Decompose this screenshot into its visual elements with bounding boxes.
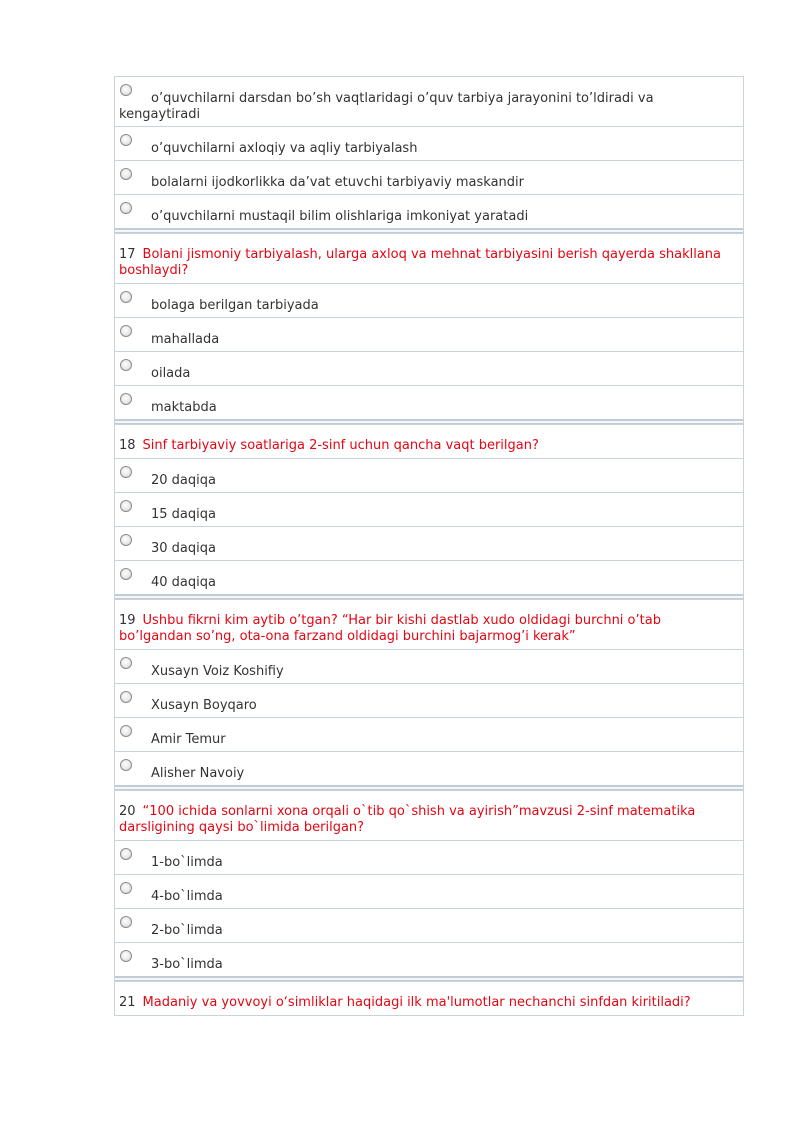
answer-option[interactable]: [115, 717, 743, 751]
radio-button-icon[interactable]: [120, 568, 132, 580]
answer-label: 4-bo`limda: [151, 889, 223, 904]
question-text: [115, 233, 743, 283]
answer-label: 20 daqiqa: [151, 473, 216, 488]
answer-option[interactable]: [115, 77, 743, 126]
radio-button-icon[interactable]: [120, 657, 132, 669]
answer-option[interactable]: [115, 908, 743, 942]
answer-option[interactable]: [115, 385, 743, 419]
answer-option[interactable]: [115, 492, 743, 526]
answer-label: maktabda: [151, 400, 217, 415]
radio-button-icon[interactable]: [120, 393, 132, 405]
answer-option[interactable]: [115, 683, 743, 717]
answer-option[interactable]: [115, 942, 743, 976]
answer-label: bolalarni ijodkorlikka da’vat etuvchi tarbiyaviy maskandir: [151, 175, 524, 190]
answer-option[interactable]: [115, 283, 743, 317]
answer-label: Xusayn Voiz Koshifiy: [151, 664, 284, 679]
answer-option[interactable]: [115, 840, 743, 874]
question-number: 21: [119, 995, 136, 1010]
radio-button-icon[interactable]: [120, 950, 132, 962]
answer-option[interactable]: [115, 351, 743, 385]
answer-option[interactable]: [115, 458, 743, 492]
answer-option[interactable]: [115, 526, 743, 560]
answer-label: oilada: [151, 366, 191, 381]
answer-option[interactable]: [115, 160, 743, 194]
answer-label: o’quvchilarni darsdan bo’sh vaqtlaridagi o’quv tarbiya jarayonini to’ldiradi va kengaytiradi: [119, 91, 654, 122]
answer-label: Xusayn Boyqaro: [151, 698, 257, 713]
answer-option[interactable]: [115, 751, 743, 785]
question-text: [115, 790, 743, 840]
question-text: [115, 599, 743, 649]
answer-option[interactable]: [115, 126, 743, 160]
answer-label: Alisher Navoiy: [151, 766, 245, 781]
question-label: “100 ichida sonlarni xona orqali o`tib qo`shish va ayirish”mavzusi 2-sinf matematika darsligining qaysi bo`limida berilgan?: [119, 804, 696, 835]
question-text: [115, 424, 743, 458]
radio-button-icon[interactable]: [120, 882, 132, 894]
answer-label: 1-bo`limda: [151, 855, 223, 870]
radio-button-icon[interactable]: [120, 500, 132, 512]
question-number: 17: [119, 247, 136, 262]
question-label: Madaniy va yovvoyi o‘simliklar haqidagi ilk ma'lumotlar nechanchi sinfdan kiritiladi?: [142, 995, 691, 1010]
radio-button-icon[interactable]: [120, 848, 132, 860]
answer-label: o’quvchilarni mustaqil bilim olishlariga imkoniyat yaratadi: [151, 209, 529, 224]
radio-button-icon[interactable]: [120, 725, 132, 737]
radio-button-icon[interactable]: [120, 168, 132, 180]
answer-label: o’quvchilarni axloqiy va aqliy tarbiyalash: [151, 141, 418, 156]
question-text: [115, 981, 743, 1015]
question-label: Bolani jismoniy tarbiyalash, ularga axloq va mehnat tarbiyasini berish qayerda shakllana boshlaydi?: [119, 247, 722, 278]
answer-label: 3-bo`limda: [151, 957, 223, 972]
question-label: Ushbu fikrni kim aytib o’tgan? “Har bir kishi dastlab xudo oldidagi burchni o’tab bo’lgandan so’ng, ota-ona farzand oldidagi burchini bajarmog’i kerak”: [119, 613, 661, 644]
answer-label: mahallada: [151, 332, 220, 347]
answer-option[interactable]: [115, 649, 743, 683]
radio-button-icon[interactable]: [120, 202, 132, 214]
question-number: 18: [119, 438, 136, 453]
radio-button-icon[interactable]: [120, 325, 132, 337]
radio-button-icon[interactable]: [120, 916, 132, 928]
radio-button-icon[interactable]: [120, 134, 132, 146]
question-number: 19: [119, 613, 136, 628]
answer-option[interactable]: [115, 317, 743, 351]
radio-button-icon[interactable]: [120, 291, 132, 303]
radio-button-icon[interactable]: [120, 466, 132, 478]
answer-label: 40 daqiqa: [151, 575, 216, 590]
answer-label: 30 daqiqa: [151, 541, 216, 556]
answer-option[interactable]: [115, 874, 743, 908]
radio-button-icon[interactable]: [120, 691, 132, 703]
quiz-page: [114, 76, 744, 1016]
answer-option[interactable]: [115, 560, 743, 594]
answer-label: 15 daqiqa: [151, 507, 216, 522]
answer-label: Amir Temur: [151, 732, 226, 747]
question-number: 20: [119, 804, 136, 819]
answer-label: bolaga berilgan tarbiyada: [151, 298, 319, 313]
answer-label: 2-bo`limda: [151, 923, 223, 938]
radio-button-icon[interactable]: [120, 359, 132, 371]
answer-option[interactable]: [115, 194, 743, 228]
radio-button-icon[interactable]: [120, 84, 132, 96]
question-label: Sinf tarbiyaviy soatlariga 2-sinf uchun qancha vaqt berilgan?: [142, 438, 539, 453]
radio-button-icon[interactable]: [120, 759, 132, 771]
radio-button-icon[interactable]: [120, 534, 132, 546]
